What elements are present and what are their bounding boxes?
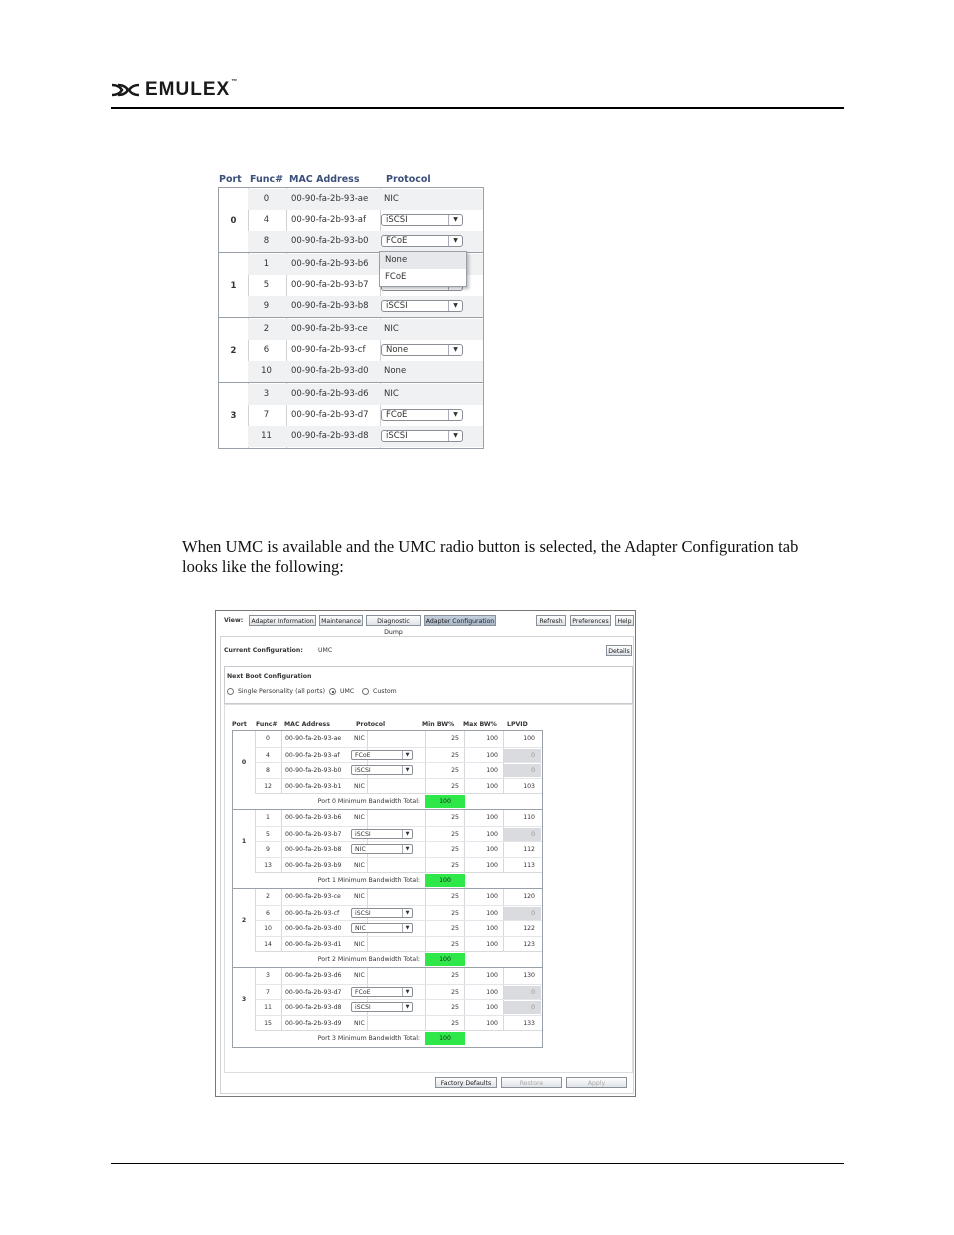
- mac-address: 00-90-fa-2b-93-b6: [285, 814, 342, 821]
- max-bw-value[interactable]: 100: [486, 846, 498, 853]
- chevron-down-icon[interactable]: ▼: [402, 766, 412, 774]
- min-bw-value[interactable]: 25: [451, 909, 459, 917]
- table-row: [255, 968, 542, 984]
- mac-address: 00-90-fa-2b-93-b1: [285, 782, 342, 790]
- protocol-select[interactable]: [351, 987, 413, 997]
- protocol-select-value: iSCSI: [355, 830, 371, 838]
- table-row: [248, 361, 483, 382]
- bandwidth-total-row: [255, 951, 542, 967]
- mac-address: 00-90-fa-2b-93-d7: [285, 988, 342, 996]
- details-button[interactable]: Details: [606, 645, 632, 656]
- table-row: [248, 319, 483, 340]
- protocol-value: NIC: [354, 893, 365, 900]
- bandwidth-total-value: 100: [425, 795, 465, 808]
- protocol-select-value: iSCSI: [355, 1004, 371, 1011]
- func-number: 8: [263, 236, 270, 246]
- mac-address: 00-90-fa-2b-93-d7: [291, 410, 369, 420]
- func-number: 15: [264, 1019, 272, 1027]
- table-row: [255, 826, 542, 843]
- port-group: [218, 317, 484, 384]
- table-row: [255, 999, 542, 1016]
- lpvid-value: 0: [531, 909, 535, 917]
- protocol-select[interactable]: [351, 765, 413, 775]
- mac-address: 00-90-fa-2b-93-ce: [291, 324, 368, 334]
- mac-address: 00-90-fa-2b-93-d1: [285, 940, 342, 948]
- port-number: 1: [241, 837, 247, 845]
- bandwidth-total-row: [255, 793, 542, 809]
- header-rule: [111, 107, 844, 109]
- chevron-down-icon[interactable]: ▼: [402, 845, 412, 853]
- min-bw-value[interactable]: 25: [451, 751, 459, 759]
- chevron-down-icon[interactable]: ▼: [448, 410, 462, 420]
- func-number: 4: [266, 751, 270, 759]
- min-bw-value[interactable]: 25: [451, 782, 459, 790]
- table-row: [248, 189, 483, 210]
- mac-address: 00-90-fa-2b-93-b0: [291, 236, 369, 246]
- table-row: [248, 384, 483, 405]
- dropdown-option[interactable]: FCoE: [385, 272, 407, 282]
- max-bw-value[interactable]: 100: [486, 767, 498, 774]
- col-header-lpvid: LPVID: [507, 721, 528, 728]
- max-bw-value[interactable]: 100: [486, 782, 498, 790]
- min-bw-value[interactable]: 25: [451, 1019, 459, 1027]
- func-number: 0: [263, 194, 270, 204]
- min-bw-value[interactable]: 25: [451, 767, 459, 774]
- protocol-value: NIC: [354, 735, 365, 742]
- restore-button[interactable]: Restore: [501, 1077, 562, 1088]
- func-number: 7: [266, 988, 270, 996]
- table-row: [255, 936, 542, 953]
- max-bw-value[interactable]: 100: [486, 988, 498, 996]
- min-bw-value[interactable]: 25: [451, 972, 459, 979]
- min-bw-value[interactable]: 25: [451, 1004, 459, 1011]
- func-number: 11: [264, 1004, 272, 1011]
- col-header-protocol: Protocol: [386, 174, 431, 185]
- table-row: [255, 731, 542, 747]
- max-bw-value[interactable]: 100: [486, 909, 498, 917]
- adapter-configuration-screenshot: [215, 610, 636, 1097]
- body-paragraph: When UMC is available and the UMC radio button is selected, the Adapter Configuration tab looks like the following:: [182, 537, 799, 576]
- mac-address: 00-90-fa-2b-93-d0: [285, 925, 342, 932]
- mac-address: 00-90-fa-2b-93-b6: [291, 259, 369, 269]
- table-row: [255, 857, 542, 874]
- protocol-value: NIC: [384, 389, 399, 399]
- protocol-value: NIC: [354, 814, 365, 821]
- bandwidth-total-value: 100: [425, 953, 465, 966]
- next-boot-label: Next Boot Configuration: [227, 673, 312, 680]
- table-row: [255, 841, 542, 858]
- protocol-select-value: iSCSI: [355, 767, 371, 774]
- protocol-select-value: FCoE: [355, 751, 371, 759]
- chevron-down-icon[interactable]: ▼: [402, 1003, 412, 1011]
- protocol-value: NIC: [354, 782, 365, 790]
- max-bw-value[interactable]: 100: [486, 751, 498, 759]
- func-number: 2: [263, 324, 270, 334]
- radio-label-custom: Custom: [373, 688, 397, 695]
- radio-single-personality[interactable]: [227, 688, 234, 695]
- port-number: 3: [230, 410, 237, 421]
- radio-label-umc: UMC: [340, 688, 355, 695]
- chevron-down-icon[interactable]: ▼: [448, 215, 462, 225]
- col-header-max-bw: Max BW%: [463, 721, 497, 728]
- func-number: 6: [263, 345, 270, 355]
- lpvid-value[interactable]: 133: [523, 1019, 535, 1027]
- port-number: 2: [241, 916, 247, 924]
- col-header-min-bw: Min BW%: [422, 721, 455, 728]
- min-bw-value[interactable]: 25: [451, 940, 459, 948]
- chevron-down-icon[interactable]: ▼: [448, 431, 462, 441]
- port-number: 1: [230, 280, 237, 291]
- func-number: 1: [266, 814, 270, 821]
- port-number: 2: [230, 345, 237, 356]
- func-number: 10: [264, 925, 272, 932]
- protocol-select-value: iSCSI: [386, 431, 408, 441]
- port-number: 3: [241, 995, 247, 1003]
- mac-address: 00-90-fa-2b-93-ae: [291, 194, 369, 204]
- lpvid-value: 0: [531, 767, 535, 774]
- protocol-select[interactable]: [381, 235, 463, 247]
- port-group: [218, 187, 484, 254]
- mac-address: 00-90-fa-2b-93-ce: [285, 893, 341, 900]
- chevron-down-icon[interactable]: ▼: [402, 751, 412, 759]
- next-boot-panel: [224, 666, 633, 704]
- col-header-mac: MAC Address: [284, 721, 330, 728]
- func-number: 10: [261, 366, 272, 376]
- mac-address: 00-90-fa-2b-93-b7: [285, 830, 342, 838]
- col-header-mac: MAC Address: [289, 174, 360, 185]
- func-number: 11: [261, 431, 272, 441]
- col-header-protocol: Protocol: [356, 721, 386, 728]
- port-group: [232, 809, 543, 890]
- protocol-select-value: NIC: [355, 925, 366, 932]
- max-bw-value[interactable]: 100: [486, 972, 498, 979]
- bandwidth-total-label: Port 0 Minimum Bandwidth Total:: [317, 798, 420, 805]
- func-number: 4: [263, 215, 270, 225]
- lpvid-value[interactable]: 122: [523, 925, 535, 932]
- max-bw-value[interactable]: 100: [486, 940, 498, 948]
- protocol-select-value: None: [386, 345, 409, 355]
- min-bw-value[interactable]: 25: [451, 988, 459, 996]
- func-number: 5: [263, 280, 270, 290]
- table-row: [255, 762, 542, 779]
- apply-button[interactable]: Apply: [566, 1077, 627, 1088]
- func-number: 2: [266, 893, 270, 900]
- emulex-logo-text: EMULEX™: [145, 79, 239, 100]
- mac-address: 00-90-fa-2b-93-b7: [291, 280, 369, 290]
- protocol-table-figure: [218, 172, 486, 454]
- protocol-select[interactable]: [351, 923, 413, 933]
- chevron-down-icon[interactable]: ▼: [448, 345, 462, 355]
- chevron-down-icon[interactable]: ▼: [402, 830, 412, 838]
- mac-address: 00-90-fa-2b-93-b9: [285, 861, 342, 869]
- max-bw-value[interactable]: 100: [486, 814, 498, 821]
- func-number: 7: [263, 410, 270, 420]
- tab-diagnostic-dump[interactable]: Diagnostic Dump: [366, 615, 421, 626]
- factory-defaults-button[interactable]: Factory Defaults: [435, 1077, 497, 1088]
- protocol-select-value: FCoE: [386, 236, 408, 246]
- protocol-value: NIC: [354, 972, 365, 979]
- radio-umc[interactable]: [329, 688, 336, 695]
- radio-custom[interactable]: [362, 688, 369, 695]
- protocol-value: NIC: [384, 194, 399, 204]
- protocol-select[interactable]: [351, 908, 413, 918]
- table-row: [248, 405, 483, 426]
- table-row: [248, 340, 483, 361]
- lpvid-value[interactable]: 123: [523, 940, 535, 948]
- chevron-down-icon[interactable]: ▼: [448, 301, 462, 311]
- table-row: [255, 778, 542, 795]
- max-bw-value[interactable]: 100: [486, 1004, 498, 1011]
- func-number: 1: [263, 259, 270, 269]
- lpvid-value[interactable]: 112: [523, 846, 535, 853]
- protocol-select-value: iSCSI: [386, 215, 408, 225]
- protocol-select[interactable]: [381, 214, 463, 226]
- func-number: 8: [266, 767, 270, 774]
- port-number: 0: [241, 758, 247, 766]
- lpvid-value[interactable]: 113: [523, 861, 535, 869]
- port-group: [232, 888, 543, 969]
- mac-address: 00-90-fa-2b-93-cf: [285, 909, 340, 917]
- mac-address: 00-90-fa-2b-93-af: [285, 751, 340, 759]
- tab-adapter-configuration[interactable]: Adapter Configuration: [424, 615, 496, 626]
- help-button[interactable]: Help: [615, 615, 634, 626]
- refresh-button[interactable]: Refresh: [536, 615, 566, 626]
- bandwidth-total-value: 100: [425, 1032, 465, 1045]
- min-bw-value[interactable]: 25: [451, 861, 459, 869]
- protocol-select[interactable]: [351, 1002, 413, 1012]
- func-number: 0: [266, 735, 270, 742]
- mac-address: 00-90-fa-2b-93-d8: [291, 431, 369, 441]
- max-bw-value[interactable]: 100: [486, 830, 498, 838]
- min-bw-value[interactable]: 25: [451, 925, 459, 932]
- protocol-select[interactable]: [351, 829, 413, 839]
- emulex-logo-icon: [111, 83, 141, 97]
- mac-address: 00-90-fa-2b-93-d9: [285, 1019, 342, 1027]
- col-header-func: Func#: [256, 721, 278, 728]
- func-number: 13: [264, 861, 272, 869]
- mac-address: 00-90-fa-2b-93-af: [291, 215, 366, 225]
- mac-address: 00-90-fa-2b-93-b8: [291, 301, 369, 311]
- func-number: 14: [264, 940, 272, 948]
- table-row: [255, 1015, 542, 1032]
- lpvid-value[interactable]: 110: [523, 814, 535, 821]
- max-bw-value[interactable]: 100: [486, 1019, 498, 1027]
- emulex-logo: [111, 80, 238, 100]
- table-row: [255, 810, 542, 826]
- mac-address: 00-90-fa-2b-93-b0: [285, 767, 342, 774]
- func-number: 3: [263, 389, 270, 399]
- mac-address: 00-90-fa-2b-93-d6: [285, 972, 342, 979]
- mac-address: 00-90-fa-2b-93-b8: [285, 846, 342, 853]
- min-bw-value[interactable]: 25: [451, 893, 459, 900]
- protocol-select-value: iSCSI: [386, 301, 408, 311]
- protocol-select[interactable]: [381, 300, 463, 312]
- max-bw-value[interactable]: 100: [486, 861, 498, 869]
- table-row: [248, 231, 483, 252]
- min-bw-value[interactable]: 25: [451, 846, 459, 853]
- table-row: [255, 747, 542, 764]
- table-row: [255, 984, 542, 1001]
- protocol-select-value: FCoE: [386, 410, 408, 420]
- min-bw-value[interactable]: 25: [451, 830, 459, 838]
- func-number: 12: [264, 782, 272, 790]
- bandwidth-total-label: Port 2 Minimum Bandwidth Total:: [317, 956, 420, 963]
- radio-label-single-personality: Single Personality (all ports): [238, 688, 325, 695]
- lpvid-value[interactable]: 103: [523, 782, 535, 790]
- protocol-select-value: FCoE: [355, 988, 371, 996]
- col-header-func: Func#: [250, 174, 284, 185]
- protocol-value: NIC: [354, 940, 365, 948]
- max-bw-value[interactable]: 100: [486, 925, 498, 932]
- table-row: [255, 889, 542, 905]
- table-row: [248, 296, 483, 317]
- chevron-down-icon[interactable]: ▼: [402, 909, 412, 917]
- mac-address: 00-90-fa-2b-93-d8: [285, 1004, 342, 1011]
- lpvid-value: 0: [531, 1004, 535, 1011]
- bandwidth-total-label: Port 1 Minimum Bandwidth Total:: [317, 877, 420, 884]
- port-group: [232, 967, 543, 1048]
- bandwidth-total-label: Port 3 Minimum Bandwidth Total:: [317, 1035, 420, 1042]
- col-header-port: Port: [232, 721, 247, 728]
- protocol-select[interactable]: [381, 430, 463, 442]
- max-bw-value[interactable]: 100: [486, 735, 498, 742]
- col-header-port: Port: [219, 174, 242, 185]
- func-number: 5: [266, 830, 270, 838]
- current-config-value: UMC: [318, 647, 333, 654]
- protocol-select-value: NIC: [355, 846, 366, 853]
- chevron-down-icon[interactable]: ▼: [402, 924, 412, 932]
- preferences-button[interactable]: Preferences: [570, 615, 611, 626]
- lpvid-value[interactable]: 130: [523, 972, 535, 979]
- table-row: [255, 920, 542, 937]
- protocol-select[interactable]: [351, 844, 413, 854]
- protocol-value: NIC: [384, 324, 399, 334]
- mac-address: 00-90-fa-2b-93-ae: [285, 735, 342, 742]
- func-number: 6: [266, 909, 270, 917]
- protocol-value: NIC: [354, 1019, 365, 1027]
- lpvid-value[interactable]: 100: [523, 735, 535, 742]
- table-row: [255, 905, 542, 922]
- port-number: 0: [230, 215, 237, 226]
- func-number: 3: [266, 972, 270, 979]
- protocol-dropdown-list[interactable]: [379, 251, 467, 287]
- func-number: 9: [266, 846, 270, 853]
- bandwidth-total-row: [255, 1030, 542, 1046]
- port-group: [232, 730, 543, 811]
- table-row: [248, 210, 483, 231]
- lpvid-value: 0: [531, 751, 535, 759]
- protocol-select[interactable]: [381, 409, 463, 421]
- tab-maintenance[interactable]: Maintenance: [319, 615, 363, 626]
- protocol-select[interactable]: [381, 344, 463, 356]
- mac-address: 00-90-fa-2b-93-d6: [291, 389, 369, 399]
- protocol-value: NIC: [354, 861, 365, 869]
- bandwidth-total-row: [255, 872, 542, 888]
- min-bw-value[interactable]: 25: [451, 735, 459, 742]
- lpvid-value: 0: [531, 830, 535, 838]
- protocol-select[interactable]: [351, 750, 413, 760]
- func-number: 9: [263, 301, 270, 311]
- min-bw-value[interactable]: 25: [451, 814, 459, 821]
- protocol-value: None: [384, 366, 407, 376]
- protocol-select-value: iSCSI: [355, 909, 371, 917]
- tab-adapter-information[interactable]: Adapter Information: [249, 615, 316, 626]
- max-bw-value[interactable]: 100: [486, 893, 498, 900]
- footer-rule: [111, 1163, 844, 1164]
- lpvid-value[interactable]: 120: [523, 893, 535, 900]
- port-group: [218, 382, 484, 449]
- mac-address: 00-90-fa-2b-93-cf: [291, 345, 366, 355]
- lpvid-value: 0: [531, 988, 535, 996]
- current-config-label: Current Configuration:: [224, 647, 303, 654]
- bandwidth-total-value: 100: [425, 874, 465, 887]
- chevron-down-icon[interactable]: ▼: [402, 988, 412, 996]
- mac-address: 00-90-fa-2b-93-d0: [291, 366, 369, 376]
- chevron-down-icon[interactable]: ▼: [448, 236, 462, 246]
- dropdown-option[interactable]: None: [380, 252, 466, 269]
- table-row: [248, 426, 483, 447]
- view-label: View:: [224, 617, 244, 624]
